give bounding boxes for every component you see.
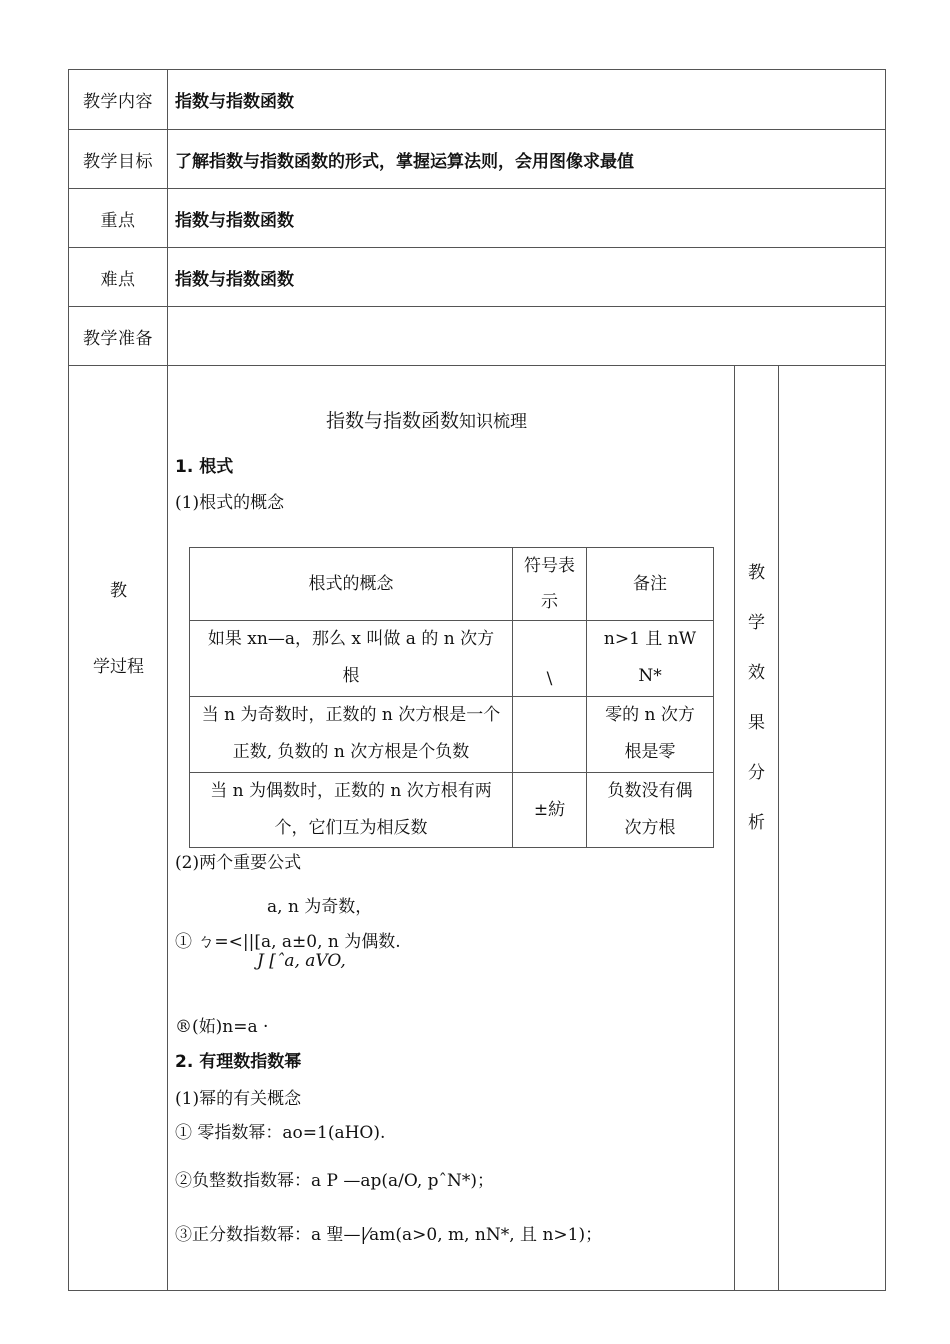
title-suffix: 知识梳理 xyxy=(459,412,528,432)
section-2-subheading: (1)幂的有关概念 xyxy=(175,1089,302,1109)
process-label-line: 学过程 xyxy=(93,657,144,677)
row-label: 重点 xyxy=(69,189,168,247)
table-cell: n>1 且 nW N* xyxy=(587,621,713,697)
effect-label-char: 析 xyxy=(748,813,765,833)
row-label: 教学目标 xyxy=(69,130,168,188)
row-value: 指数与指数函数 xyxy=(175,92,294,112)
subsection-2-heading: (2)两个重要公式 xyxy=(175,853,302,873)
row-value: 指数与指数函数 xyxy=(175,269,294,290)
effect-label-char: 果 xyxy=(748,713,765,733)
title-main: 指数与指数函数 xyxy=(326,410,460,432)
table-cell: 如果 xn—a，那么 x 叫做 a 的 n 次方根 xyxy=(190,621,513,697)
effect-analysis-cell xyxy=(734,366,779,1290)
table-header: 备注 xyxy=(587,548,713,621)
radical-table xyxy=(189,547,714,848)
section-1-heading: 1. 根式 xyxy=(175,457,234,477)
formula-line: ®(妬)n=a · xyxy=(175,1017,269,1037)
effect-label-char: 教 xyxy=(748,563,765,583)
row-value: 指数与指数函数 xyxy=(175,210,294,231)
process-label-line: 教 xyxy=(110,581,127,601)
table-cell: \ xyxy=(513,621,587,697)
effect-label-char: 学 xyxy=(748,613,765,633)
effect-label-char: 分 xyxy=(748,763,765,783)
row-value: 了解指数与指数函数的形式，掌握运算法则，会用图像求最值 xyxy=(175,151,634,172)
row-difficulty xyxy=(69,248,885,307)
table-cell: 当 n 为偶数时，正数的 n 次方根有两个，它们互为相反数 xyxy=(190,773,513,847)
table-cell xyxy=(513,697,587,773)
table-cell: 当 n 为奇数时，正数的 n 次方根是一个正数, 负数的 n 次方根是个负数 xyxy=(190,697,513,773)
table-header: 符号表示 xyxy=(513,548,587,621)
table-header: 根式的概念 xyxy=(190,548,513,621)
section-1-subheading: (1)根式的概念 xyxy=(175,493,285,513)
section-2-heading: 2. 有理数指数幂 xyxy=(175,1052,302,1072)
row-teaching-content xyxy=(69,70,885,130)
effect-label-char: 效 xyxy=(748,663,765,683)
formula-line: J [ˆa, aVO, xyxy=(257,951,346,971)
process-label-cell xyxy=(69,366,168,1290)
power-definition: ① 零指数幂：ao=1(aHO). xyxy=(175,1123,386,1143)
row-label: 难点 xyxy=(69,248,168,306)
formula-line: ① ㄅ=<||[a, a±0, n 为偶数. xyxy=(175,932,401,952)
power-definition: ③正分数指数幂：a 聖—|⁄am(a>0, m, nN*, 且 n>1)； xyxy=(175,1225,603,1245)
row-preparation xyxy=(69,307,885,366)
formula-line: a, n 为奇数， xyxy=(267,897,373,917)
row-key-point xyxy=(69,189,885,248)
content-title xyxy=(326,406,527,433)
row-label: 教学内容 xyxy=(69,70,168,129)
power-definition: ②负整数指数幂：a P —ap(a/O, pˆN*)； xyxy=(175,1171,495,1191)
lesson-plan-table xyxy=(68,69,886,1291)
table-cell: 零的 n 次方根是零 xyxy=(587,697,713,773)
table-cell: 负数没有偶次方根 xyxy=(607,781,693,838)
process-content-cell xyxy=(169,366,734,1290)
table-cell: ±紡 xyxy=(513,773,587,847)
row-teaching-goal xyxy=(69,130,885,189)
row-label: 教学准备 xyxy=(69,307,168,365)
